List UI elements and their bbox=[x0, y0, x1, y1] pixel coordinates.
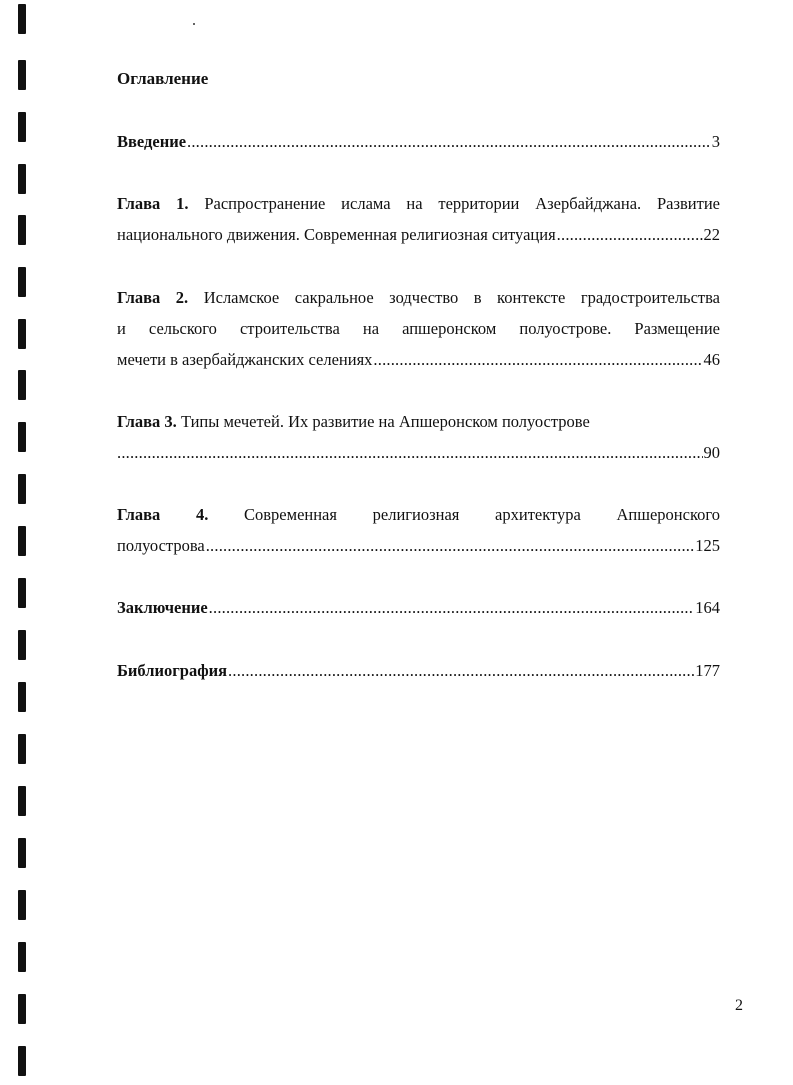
toc-entry-text: Исламское сакральное зодчество в контексте градостроительства bbox=[203, 288, 721, 307]
toc-entry-page: 3 bbox=[711, 132, 720, 151]
toc-entry-label: Глава 2. bbox=[117, 288, 204, 307]
toc-entry-text: полуострова bbox=[117, 536, 205, 555]
toc-entry-text: Современная религиозная архитектура Апшеронского bbox=[244, 505, 720, 524]
binding-holes bbox=[15, 0, 27, 1085]
toc-entry-label: Заключение bbox=[117, 598, 208, 617]
toc-entry-chapter-2[interactable] bbox=[117, 282, 720, 375]
toc-entry-label: Глава 4. bbox=[117, 505, 245, 524]
toc-entry-conclusion[interactable] bbox=[117, 592, 720, 623]
toc-entry-chapter-4[interactable] bbox=[117, 499, 720, 561]
dot-leader bbox=[117, 437, 703, 468]
dot-leader bbox=[209, 592, 695, 623]
scan-speck bbox=[193, 23, 195, 25]
toc-entry-label: Введение bbox=[117, 132, 187, 151]
toc-entry-text: Распространение ислама на территории Азербайджана. Развитие bbox=[204, 194, 720, 213]
toc-entry-label: Библиография bbox=[117, 661, 228, 680]
toc-entry-text: и сельского строительства на апшеронском полуострове. Размещение bbox=[117, 319, 720, 338]
page-title: Оглавление bbox=[117, 69, 209, 88]
dot-leader bbox=[206, 530, 695, 561]
dot-leader bbox=[373, 344, 702, 375]
dot-leader bbox=[228, 655, 694, 686]
dot-leader bbox=[557, 219, 703, 250]
toc-entry-introduction[interactable] bbox=[117, 126, 720, 157]
toc-entry-text: Типы мечетей. Их развитие на Апшеронском полуострове bbox=[180, 412, 590, 431]
page-number: 2 bbox=[735, 997, 743, 1014]
dot-leader bbox=[187, 126, 711, 157]
toc-entry-page: 22 bbox=[703, 225, 720, 244]
toc-entry-text: мечети в азербайджанских селениях bbox=[117, 350, 373, 369]
toc-entry-page: 177 bbox=[695, 661, 720, 680]
toc-entry-page: 90 bbox=[703, 443, 720, 462]
toc-entry-label: Глава 3. bbox=[117, 412, 177, 431]
toc-entry-text: национального движения. Современная религиозная ситуация bbox=[117, 225, 556, 244]
toc-entry-page: 46 bbox=[703, 350, 720, 369]
toc-entry-label: Глава 1. bbox=[117, 194, 205, 213]
toc-entry-page: 164 bbox=[695, 598, 720, 617]
toc-entry-bibliography[interactable] bbox=[117, 655, 720, 686]
toc-entry-chapter-1[interactable] bbox=[117, 188, 720, 250]
toc-entry-chapter-3[interactable] bbox=[117, 406, 720, 468]
toc-entry-page: 125 bbox=[695, 536, 720, 555]
